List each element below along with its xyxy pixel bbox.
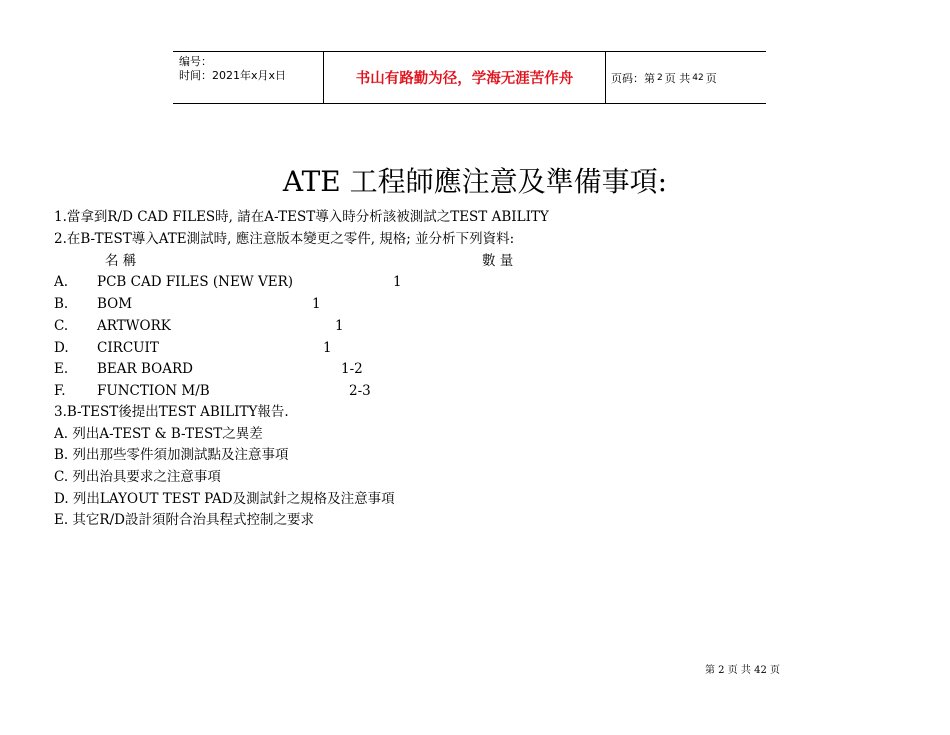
- item-name: CIRCUIT: [97, 340, 159, 356]
- time-label: 时间：2021年x月x日: [179, 69, 287, 82]
- item-name: PCB CAD FILES (NEW VER): [97, 274, 294, 290]
- point-item: E. 其它R/D設計須附合治具程式控制之要求: [54, 512, 314, 528]
- item-name: BEAR BOARD: [97, 361, 193, 377]
- paragraph-1: 1.當拿到R/D CAD FILES時, 請在A-TEST導入時分析該被測試之TEST ABILITY: [54, 209, 549, 225]
- point-item: B. 列出那些零件須加測試點及注意事項: [54, 447, 289, 463]
- item-letter: F.: [54, 383, 66, 399]
- item-name: BOM: [97, 296, 133, 312]
- header-page-info: [611, 52, 717, 103]
- paragraph-3: 3.B-TEST後提出TEST ABILITY報告.: [54, 404, 289, 420]
- point-item: D. 列出LAYOUT TEST PAD及測試針之規格及注意事項: [54, 491, 395, 507]
- column-name-header: 名 稱: [105, 253, 137, 269]
- item-qty: 2-3: [349, 383, 371, 399]
- list-item: [54, 338, 454, 358]
- paragraph-2: 2.在B-TEST導入ATE測試時, 應注意版本變更之零件, 規格; 並分析下列資料:: [54, 231, 515, 247]
- point-item: C. 列出治具要求之注意事項: [54, 469, 221, 485]
- page-total: 42: [692, 72, 704, 83]
- item-qty: 1: [323, 340, 332, 356]
- item-name: ARTWORK: [97, 318, 171, 334]
- item-qty: 1: [393, 274, 402, 290]
- document-title: ATE 工程師應注意及準備事項:: [282, 165, 668, 198]
- item-letter: B.: [54, 296, 69, 312]
- list-item: [54, 381, 454, 401]
- page-current: 2: [657, 72, 663, 83]
- page-mid: 页 共: [664, 71, 691, 85]
- page-prefix: 页码：第: [611, 71, 655, 85]
- item-name: FUNCTION M/B: [97, 383, 210, 399]
- page-footer: 第 2 页 共 42 页: [705, 665, 780, 676]
- header-info: [179, 55, 286, 83]
- page-header: [173, 51, 766, 104]
- list-item: [54, 316, 454, 336]
- serial-label: 编号：: [179, 55, 212, 68]
- header-motto: 书山有路勤为径，学海无涯苦作舟: [355, 71, 574, 87]
- item-letter: E.: [54, 361, 69, 377]
- point-item: A. 列出A-TEST & B-TEST之異差: [54, 426, 263, 442]
- column-qty-header: 數 量: [482, 253, 514, 269]
- list-item: [54, 294, 454, 314]
- item-letter: A.: [54, 274, 69, 290]
- page-suffix: 页: [705, 71, 717, 85]
- item-qty: 1: [335, 318, 344, 334]
- item-qty: 1: [312, 296, 321, 312]
- list-item: [54, 272, 454, 292]
- item-letter: D.: [54, 340, 69, 356]
- header-divider: [605, 52, 606, 103]
- item-letter: C.: [54, 318, 69, 334]
- item-qty: 1-2: [341, 361, 363, 377]
- list-item: [54, 359, 454, 379]
